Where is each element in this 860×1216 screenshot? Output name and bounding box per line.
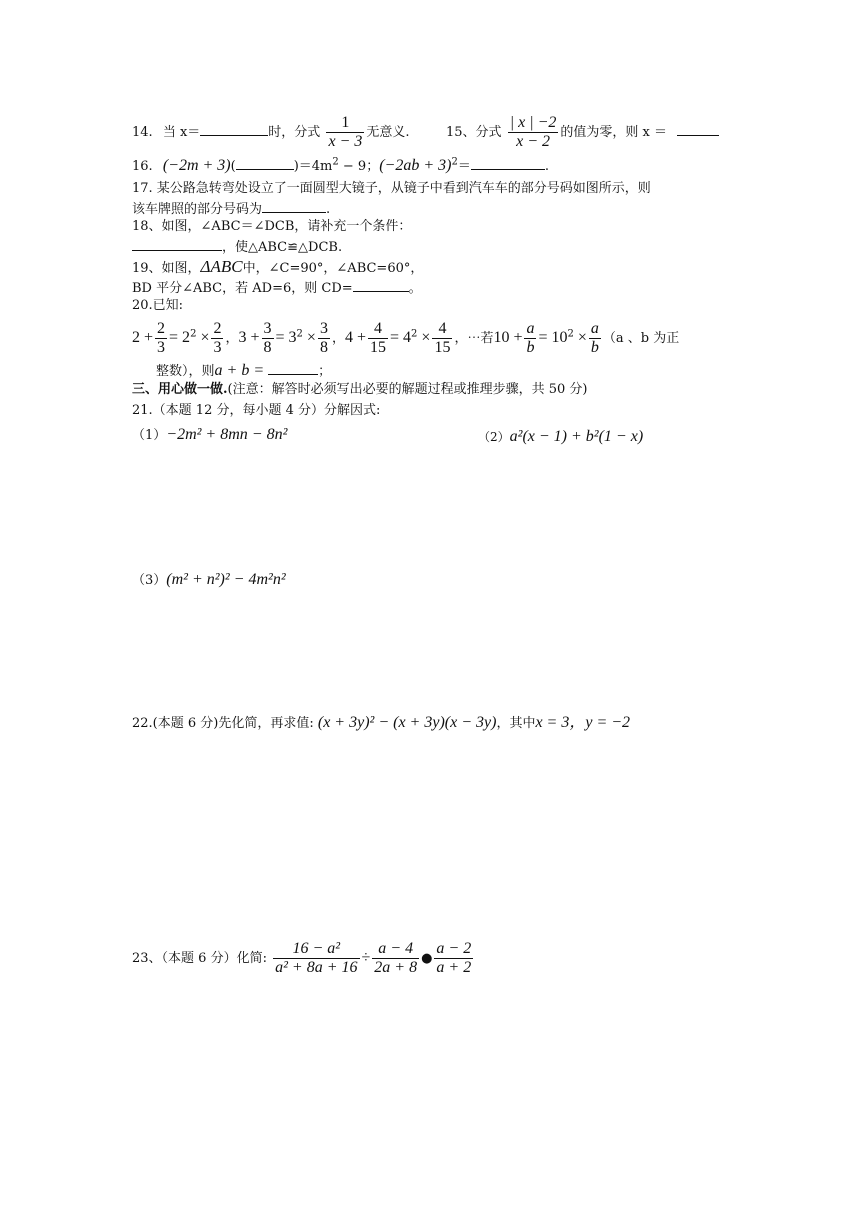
q15	[446, 114, 719, 151]
q17-line2	[132, 198, 330, 219]
q20-tail: （a 、b 为正	[602, 331, 680, 346]
q21-p3-expr: (m² + n²)² − 4m²n²	[166, 571, 286, 588]
q22	[132, 714, 630, 733]
q14-text1: 当 x＝	[162, 125, 201, 140]
q17-line2-text: 该车牌照的部分号码为	[132, 202, 263, 217]
q15-text2: 的值为零，则 x ＝	[560, 125, 668, 140]
q20-eq2-frac2: $\frac{3}{8}$	[319, 320, 328, 356]
q20-eq3-frac2: $\frac{4}{15}$	[434, 320, 451, 356]
q23-frac1: $\frac{\text{16 − a²}}{\text{a² + 8a + 16}}$	[275, 940, 358, 976]
q22-expr: (x + 3y)² − (x + 3y)(x − 3y)	[317, 714, 497, 731]
q20-eq3-frac1: $\frac{4}{15}$	[370, 320, 386, 356]
q19-line2b: 。	[408, 281, 422, 296]
q20-sum: a + b =	[214, 362, 265, 379]
q19-line1a: 19、如图，	[132, 261, 201, 276]
q20-eq1-whole: 2 +	[132, 329, 154, 346]
q19-triangle: ΔABC	[200, 257, 243, 276]
q18-line2	[132, 236, 342, 257]
q14-fraction	[326, 114, 364, 151]
q23-dot: ●	[421, 951, 433, 966]
q20-line2a: 整数），则	[156, 364, 215, 379]
q20-dots: ，⋯若	[454, 331, 494, 346]
section3-heading	[132, 381, 587, 399]
q17-line1: 17. 某公路急转弯处设立了一面圆型大镜子，从镜子中看到汽车车的部分号码如图所示，则	[132, 181, 651, 196]
q20-head: 20.已知:	[132, 298, 184, 313]
q15-frac-den: x − 2	[516, 133, 550, 150]
q14-blank[interactable]	[200, 121, 268, 136]
q15-fraction	[508, 114, 559, 151]
q19-line2a: BD 平分∠ABC，若 AD=6，则 CD=	[132, 281, 353, 296]
q16-expr4: − 9	[338, 159, 367, 174]
q16: 16. (−2m + 3)( )$=4m^2 - 9$；$(-2ab + 3)^2=$ .	[132, 156, 549, 174]
q20-line2	[156, 360, 331, 381]
q21-head: 21.（本题 12 分，每小题 4 分）分解因式:	[132, 403, 381, 418]
q20-line2b: ；	[318, 364, 332, 379]
q19-line2	[132, 277, 422, 298]
q21-p2-label: （2）	[478, 430, 510, 444]
q20-eq1-frac1: $\frac{2}{3}$	[157, 320, 166, 356]
q18-blank[interactable]	[132, 236, 222, 251]
q19-blank[interactable]	[353, 277, 409, 292]
q23-frac3: $\frac{a - 2}{a + 2}$	[436, 940, 472, 976]
q14-frac-num: 1	[326, 114, 364, 133]
q16-expr1: (−2m + 3)	[162, 157, 231, 174]
q18-line1: 18、如图，∠ABC＝∠DCB，请补充一个条件：	[132, 219, 412, 234]
q14	[132, 114, 410, 151]
q20-eq4-frac1: $\frac{a}{b}$	[526, 320, 535, 356]
q15-text1: 分式	[475, 125, 502, 140]
q21-p2-expr: a²(x − 1) + b²(1 − x)	[509, 428, 644, 445]
q23-frac2: $\frac{a - 4}{2a + 8}$	[374, 940, 418, 976]
q17-blank[interactable]	[262, 198, 326, 213]
section3-bold: 三、用心做一做.	[132, 382, 228, 397]
q21-part1	[132, 426, 287, 445]
q23	[132, 940, 475, 977]
q16-end: .	[544, 159, 549, 174]
q15-frac-num: | x | −2	[509, 114, 557, 131]
q19-line1	[132, 258, 423, 278]
q20-eq3-whole: 4 +	[344, 329, 366, 346]
q19-line1b: 中，∠C=90°，∠ABC=60°，	[242, 261, 424, 276]
q14-text2: 时，分式	[268, 125, 321, 140]
q16-expr3: )＝4m	[293, 159, 333, 174]
q18-line2-text: ，使△ABC≌△DCB.	[222, 240, 343, 255]
q22-values: x = 3，y = −2	[535, 714, 631, 731]
q21-p1-label: （1）	[132, 428, 167, 443]
q22-text: 22.(本题 6 分)先化简，再求值:	[132, 716, 314, 731]
q20-eq2-frac1: $\frac{3}{8}$	[263, 320, 272, 356]
q23-divide: ÷	[361, 949, 371, 966]
q20-blank[interactable]	[268, 360, 318, 375]
q14-number: 14.	[132, 125, 153, 140]
q16-sep: ；	[366, 159, 380, 174]
q22-where: ，其中	[496, 716, 536, 731]
section3-rest: (注意：解答时必须写出必要的解题过程或推理步骤，共 50 分)	[227, 382, 588, 397]
q20-eq1-frac2: $\frac{2}{3}$	[213, 320, 222, 356]
q20-equations: 2 + $\frac{2}{3}$ = $2^2$ × $\frac{2}{3}$ ，3 + $\frac{3}{8}$ = $3^2$ × $\frac{3}{8}$ ，4 + $\frac{4}{15}$ = $4^2$ × $\frac{4}{15}$ ，⋯若10 + $\frac{a}{b}$ = $10^2$ × $\frac{a}{b}$ （a 、b 为正	[132, 320, 680, 356]
q14-frac-den: x − 3	[328, 133, 363, 150]
q23-text: 23、（本题 6 分）化简:	[132, 951, 267, 966]
q16-blank1[interactable]	[236, 155, 294, 170]
q20-eq4-frac2: $\frac{a}{b}$	[590, 320, 599, 356]
q14-text3: 无意义.	[366, 125, 410, 140]
q21-p3-label: （3）	[132, 573, 167, 588]
q21-part2	[478, 428, 643, 447]
q16-expr5: (−2ab + 3)	[379, 157, 452, 174]
q16-blank2[interactable]	[471, 155, 545, 170]
q21-p1-expr: −2m² + 8mn − 8n²	[166, 426, 288, 443]
q16-number: 16.	[132, 159, 153, 174]
q17-end: .	[326, 202, 331, 217]
q16-expr2: (	[230, 159, 236, 174]
q21-part3	[132, 571, 286, 590]
q15-blank[interactable]	[677, 121, 719, 136]
q20-eq2-whole: 3 +	[238, 329, 260, 346]
q16-expr6: ＝	[457, 159, 471, 174]
q20-eq4-whole: 10 +	[493, 329, 523, 346]
q15-number: 15、	[446, 125, 476, 140]
